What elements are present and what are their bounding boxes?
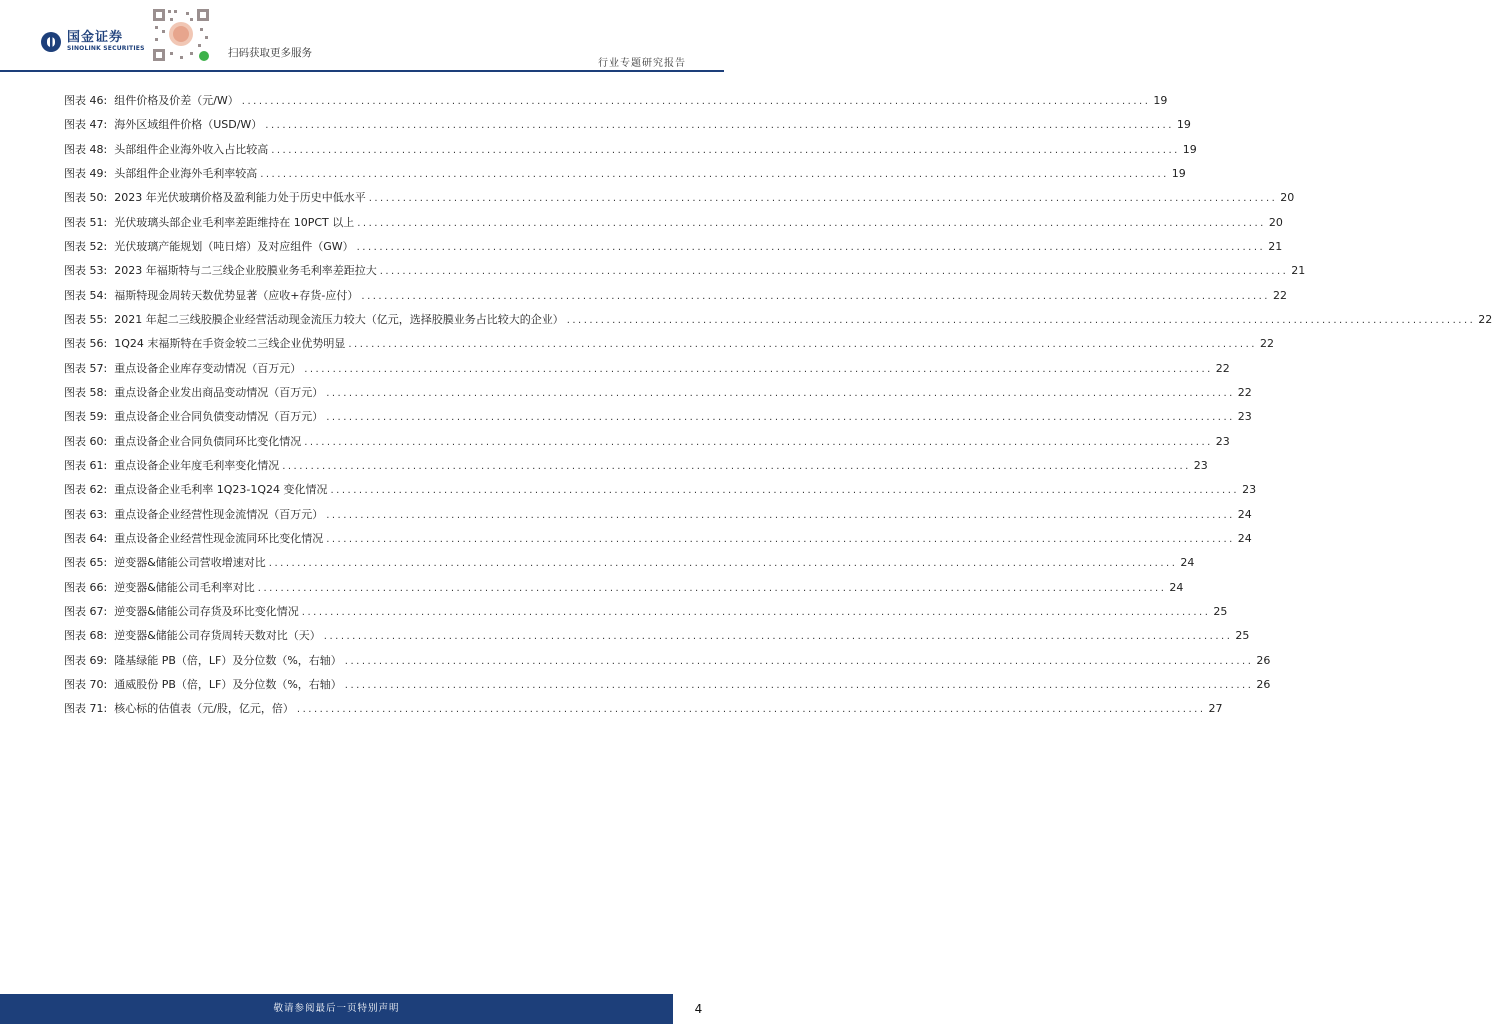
figure-label: 图表 60: xyxy=(64,434,108,448)
figure-label: 图表 52: xyxy=(64,239,108,253)
figure-title: 重点设备企业经营性现金流同环比变化情况 xyxy=(114,531,324,545)
figure-label: 图表 65: xyxy=(64,556,108,570)
leader-dots: ................................................................................................................................................................ xyxy=(348,339,1257,351)
toc-entry[interactable] xyxy=(64,235,1283,259)
toc-entry[interactable] xyxy=(64,576,1184,600)
figure-title: 重点设备企业合同负债同环比变化情况 xyxy=(114,434,302,448)
toc-entry[interactable] xyxy=(64,381,1252,405)
figure-page-number: 23 xyxy=(1242,483,1257,497)
figure-title: 逆变器&储能公司营收增速对比 xyxy=(114,556,266,570)
figure-page-number: 25 xyxy=(1213,604,1228,618)
figure-title: 海外区域组件价格（USD/W） xyxy=(114,118,263,132)
figure-label: 图表 54: xyxy=(64,288,108,302)
toc-entry[interactable] xyxy=(64,162,1186,186)
leader-dots: ................................................................................................................................................................ xyxy=(379,266,1289,278)
page-number: 4 xyxy=(694,1002,703,1016)
figure-page-number: 26 xyxy=(1256,653,1271,667)
leader-dots: ................................................................................................................................................................ xyxy=(257,582,1167,594)
toc-entry[interactable] xyxy=(64,211,1283,235)
toc-entry[interactable] xyxy=(64,186,1295,210)
leader-dots: ................................................................................................................................................................ xyxy=(330,485,1240,497)
page-header xyxy=(0,0,724,72)
toc-entry[interactable] xyxy=(64,454,1208,478)
leader-dots: ................................................................................................................................................................ xyxy=(356,241,1266,253)
leader-dots: ................................................................................................................................................................ xyxy=(304,363,1213,375)
figure-title: 头部组件企业海外毛利率较高 xyxy=(114,166,258,180)
figure-title: 核心标的估值表（元/股，亿元，倍） xyxy=(114,702,294,716)
figure-title: 2021 年起二三线胶膜企业经营活动现金流压力较大（亿元，选择胶膜业务占比较大的企业） xyxy=(114,312,564,326)
figure-label: 图表 63: xyxy=(64,507,108,521)
leader-dots: ................................................................................................................................................................ xyxy=(361,290,1270,302)
figure-label: 图表 57: xyxy=(64,361,108,375)
figure-label: 图表 61: xyxy=(64,458,108,472)
figure-page-number: 19 xyxy=(1176,118,1191,132)
figure-page-number: 19 xyxy=(1153,94,1168,107)
figure-label: 图表 47: xyxy=(64,118,108,132)
report-type-label: 行业专题研究报告 xyxy=(598,58,686,69)
figure-label: 图表 70: xyxy=(64,677,108,691)
toc-entry[interactable] xyxy=(64,600,1228,624)
toc-entry[interactable] xyxy=(64,357,1230,381)
figure-title: 逆变器&储能公司毛利率对比 xyxy=(114,580,255,594)
company-logo xyxy=(40,30,145,53)
toc-entry[interactable] xyxy=(64,624,1250,648)
disclaimer-notice: 敬请参阅最后一页特别声明 xyxy=(273,1003,400,1014)
figure-page-number: 24 xyxy=(1180,556,1195,570)
toc-entry[interactable] xyxy=(64,673,1271,697)
toc-entry[interactable] xyxy=(64,430,1230,454)
figure-page-number: 22 xyxy=(1272,288,1287,302)
figure-page-number: 25 xyxy=(1235,629,1250,643)
leader-dots: ................................................................................................................................................................ xyxy=(268,558,1178,570)
leader-dots: ................................................................................................................................................................ xyxy=(326,387,1235,399)
figure-title: 重点设备企业合同负债变动情况（百万元） xyxy=(114,410,324,424)
figure-page-number: 27 xyxy=(1208,702,1223,716)
figure-title: 重点设备企业库存变动情况（百万元） xyxy=(114,361,302,375)
figure-label: 图表 62: xyxy=(64,483,108,497)
figure-label: 图表 50: xyxy=(64,191,108,205)
figure-title: 重点设备企业发出商品变动情况（百万元） xyxy=(114,385,324,399)
toc-entry[interactable] xyxy=(64,284,1287,308)
figure-label: 图表 58: xyxy=(64,385,108,399)
figure-label: 图表 64: xyxy=(64,531,108,545)
figure-page-number: 22 xyxy=(1259,337,1274,351)
header-divider xyxy=(0,70,724,72)
toc-entry[interactable] xyxy=(64,478,1257,502)
figure-page-number: 21 xyxy=(1268,239,1283,253)
toc-entry[interactable] xyxy=(64,113,1191,137)
leader-dots: ................................................................................................................................................................ xyxy=(304,436,1213,448)
toc-entry[interactable] xyxy=(64,649,1271,673)
figure-label: 图表 68: xyxy=(64,629,108,643)
figure-title: 头部组件企业海外收入占比较高 xyxy=(114,142,269,156)
figure-title: 隆基绿能 PB（倍，LF）及分位数（%，右轴） xyxy=(114,653,342,667)
figure-title: 光伏玻璃产能规划（吨日熔）及对应组件（GW） xyxy=(114,239,354,253)
toc-entry[interactable] xyxy=(64,503,1252,527)
leader-dots: ................................................................................................................................................................ xyxy=(326,412,1235,424)
figure-label: 图表 71: xyxy=(64,702,108,716)
toc-entry[interactable] xyxy=(64,308,1492,332)
leader-dots: ................................................................................................................................................................ xyxy=(344,655,1254,667)
figure-title: 逆变器&储能公司存货及环比变化情况 xyxy=(114,604,299,618)
figure-title: 福斯特现金周转天数优势显著（应收+存货-应付） xyxy=(114,288,359,302)
figure-label: 图表 46: xyxy=(64,94,108,107)
figure-label: 图表 67: xyxy=(64,604,108,618)
figure-label: 图表 69: xyxy=(64,653,108,667)
toc-entry[interactable] xyxy=(64,697,1223,721)
figure-label: 图表 55: xyxy=(64,312,108,326)
leader-dots: ................................................................................................................................................................ xyxy=(323,631,1233,643)
qr-code-icon xyxy=(150,6,212,64)
figure-page-number: 26 xyxy=(1256,677,1271,691)
figure-label: 图表 48: xyxy=(64,142,108,156)
leader-dots: ................................................................................................................................................................ xyxy=(296,704,1206,716)
figure-page-number: 22 xyxy=(1215,361,1230,375)
figure-page-number: 22 xyxy=(1478,312,1492,326)
figure-title: 2023 年福斯特与二三线企业胶膜业务毛利率差距拉大 xyxy=(114,264,377,278)
leader-dots: ................................................................................................................................................................ xyxy=(357,217,1266,229)
figure-label: 图表 53: xyxy=(64,264,108,278)
toc-entry[interactable] xyxy=(64,259,1306,283)
figure-label: 图表 56: xyxy=(64,337,108,351)
leader-dots: ................................................................................................................................................................ xyxy=(241,96,1151,107)
sinolink-logo-icon xyxy=(40,31,62,53)
figure-page-number: 20 xyxy=(1280,191,1295,205)
figure-label: 图表 59: xyxy=(64,410,108,424)
figure-title: 重点设备企业经营性现金流情况（百万元） xyxy=(114,507,324,521)
figure-page-number: 19 xyxy=(1171,166,1186,180)
figure-list xyxy=(64,89,1492,722)
figure-title: 通威股份 PB（倍，LF）及分位数（%，右轴） xyxy=(114,677,342,691)
figure-label: 图表 49: xyxy=(64,166,108,180)
figure-label: 图表 51: xyxy=(64,215,108,229)
figure-title: 组件价格及价差（元/W） xyxy=(114,94,239,107)
scan-service-text: 扫码获取更多服务 xyxy=(228,47,312,59)
figure-page-number: 23 xyxy=(1215,434,1230,448)
leader-dots: ................................................................................................................................................................ xyxy=(265,120,1174,132)
leader-dots: ................................................................................................................................................................ xyxy=(271,144,1180,156)
figure-title: 光伏玻璃头部企业毛利率差距维持在 10PCT 以上 xyxy=(114,215,355,229)
figure-page-number: 24 xyxy=(1237,507,1252,521)
figure-page-number: 22 xyxy=(1237,385,1252,399)
figure-page-number: 24 xyxy=(1237,531,1252,545)
figure-title: 2023 年光伏玻璃价格及盈利能力处于历史中低水平 xyxy=(114,191,366,205)
logo-en-name: SINOLINK SECURITIES xyxy=(67,45,145,52)
leader-dots: ................................................................................................................................................................ xyxy=(326,533,1235,545)
toc-entry[interactable] xyxy=(64,551,1195,575)
figure-title: 重点设备企业年度毛利率变化情况 xyxy=(114,458,280,472)
figure-title: 1Q24 末福斯特在手资金较二三线企业优势明显 xyxy=(114,337,346,351)
page-footer xyxy=(0,994,724,1024)
toc-entry[interactable] xyxy=(64,89,1168,113)
toc-entry[interactable] xyxy=(64,405,1252,429)
toc-entry[interactable] xyxy=(64,527,1252,551)
toc-entry[interactable] xyxy=(64,332,1274,356)
leader-dots: ................................................................................................................................................................ xyxy=(368,193,1278,205)
figure-page-number: 20 xyxy=(1268,215,1283,229)
figure-page-number: 21 xyxy=(1291,264,1306,278)
leader-dots: ................................................................................................................................................................ xyxy=(344,679,1254,691)
leader-dots: ................................................................................................................................................................ xyxy=(566,314,1476,326)
leader-dots: ................................................................................................................................................................ xyxy=(301,606,1211,618)
figure-page-number: 19 xyxy=(1182,142,1197,156)
figure-page-number: 24 xyxy=(1169,580,1184,594)
figure-title: 重点设备企业毛利率 1Q23-1Q24 变化情况 xyxy=(114,483,328,497)
leader-dots: ................................................................................................................................................................ xyxy=(282,460,1191,472)
figure-page-number: 23 xyxy=(1237,410,1252,424)
figure-label: 图表 66: xyxy=(64,580,108,594)
figure-title: 逆变器&储能公司存货周转天数对比（天） xyxy=(114,629,321,643)
logo-cn-name: 国金证券 xyxy=(67,30,124,45)
leader-dots: ................................................................................................................................................................ xyxy=(260,168,1169,180)
leader-dots: ................................................................................................................................................................ xyxy=(326,509,1235,521)
toc-entry[interactable] xyxy=(64,138,1197,162)
figure-page-number: 23 xyxy=(1193,458,1208,472)
